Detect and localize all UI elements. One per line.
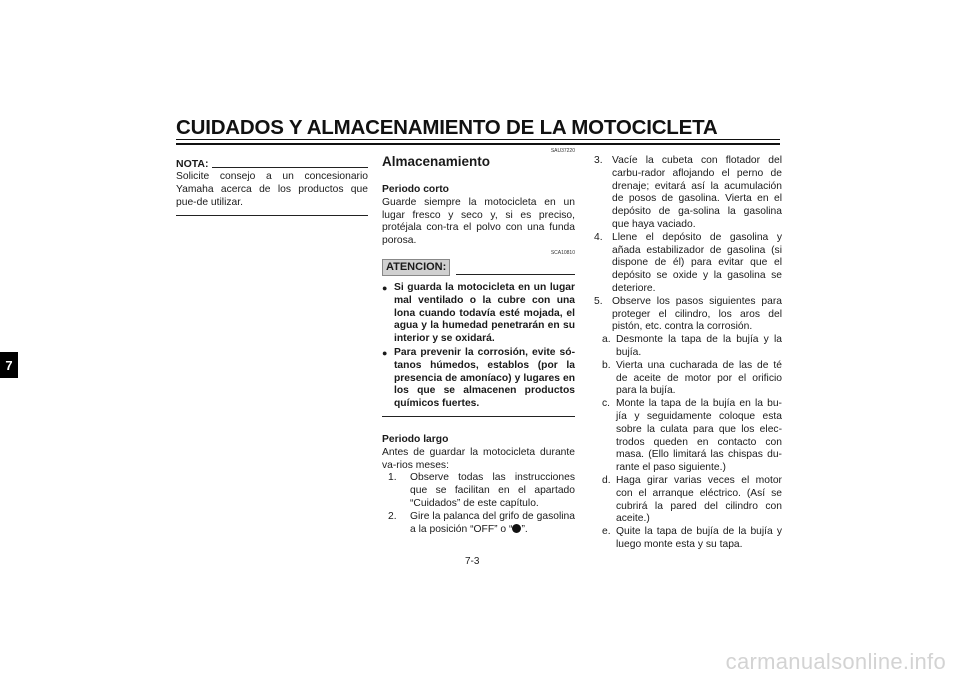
caution-header <box>382 259 575 276</box>
step-item <box>592 155 782 232</box>
step-item <box>382 511 575 537</box>
caution-item-text: Si guarda la motocicleta en un lugar mal ventilado o la cubre con una lona cuando todavía esté mojada, el agua y la humedad penetrarán en su interior y se oxidará. <box>394 281 575 345</box>
step-text: Observe los pasos siguientes para proteger el cilindro, los aros del pistón, etc. contra la corrosión. <box>612 295 782 333</box>
short-period-title: Periodo corto <box>382 184 449 195</box>
substep-item <box>592 526 782 552</box>
column-middle <box>382 148 575 536</box>
step-number: 3. <box>594 155 603 166</box>
substep-letter: a. <box>602 334 611 346</box>
short-period-text: Guarde siempre la motocicleta en un lugar fresco y seco y, si es preciso, protéjala con-tra el polvo con una funda porosa. <box>382 196 575 247</box>
nota-text: Solicite consejo a un concesionario Yamaha acerca de los productos que pue-de utilizar. <box>176 171 368 208</box>
step-text <box>410 511 575 537</box>
caution-badge: ATENCION: <box>382 259 450 276</box>
substep-text: Quite la tapa de bujía de la bujía y luego monte esta y su tapa. <box>616 526 782 550</box>
watermark: carmanualsonline.info <box>725 649 946 674</box>
substep-text: Vierta una cucharada de las de té de aceite de motor por el orificio para la bujía. <box>616 359 782 397</box>
caution-rule <box>456 274 575 275</box>
substep-letter: b. <box>602 359 611 371</box>
nota-label: NOTA: <box>176 158 209 171</box>
step-text: Llene el depósito de gasolina y añada estabilizador de gasolina (si dispone de él) para evitar que el depósito se oxide y la gasolina se deteriore. <box>612 231 782 294</box>
step-text: Observe todas las instrucciones que se facilitan en el apartado “Cuidados” de este capítulo. <box>410 472 575 509</box>
column-right <box>592 155 782 552</box>
column-left <box>176 157 368 216</box>
substep-text: Monte la tapa de la bujía en la bu-jía y seguidamente coloque esta sobre la culata para que los elec-trodos queden en contacto con masa. (Ello limitará las chispas du-rante el paso siguiente.) <box>616 398 782 474</box>
section-title: Almacenamiento <box>382 154 491 169</box>
reference-code: SCA10810 <box>550 249 575 256</box>
bullet-icon: ● <box>382 347 388 358</box>
substep-letter: c. <box>602 398 611 410</box>
substep-item <box>592 398 782 475</box>
caution-list <box>382 282 575 411</box>
title-rule-thick <box>176 143 780 145</box>
substep-item <box>592 360 782 398</box>
caution-item-text: Para prevenir la corrosión, evite só-tanos húmedos, establos (por la presencia de amoníaco) y lugares en los que se almacenen productos químicos fuertes. <box>394 346 575 410</box>
step-number: 2. <box>388 510 397 522</box>
substep-text: Desmonte la tapa de la bujía y la bujía. <box>616 334 782 358</box>
nota-header <box>176 157 368 171</box>
step-number: 4. <box>594 231 603 243</box>
reference-code: SAU37220 <box>550 148 575 154</box>
substep-letter: e. <box>602 526 611 538</box>
substep-item <box>592 475 782 526</box>
step-number: 1. <box>388 472 397 484</box>
chapter-tab: 7 <box>0 352 18 378</box>
long-period-title: Periodo largo <box>382 433 449 445</box>
step-item <box>382 472 575 510</box>
step-text-part: Gire la palanca del grifo de gasolina a la posición “OFF” o “ <box>410 510 575 535</box>
nota-end-rule <box>176 215 368 216</box>
step-item <box>592 232 782 296</box>
step-item <box>592 296 782 334</box>
step-text-part: ”. <box>521 523 528 535</box>
substep-item <box>592 334 782 360</box>
caution-item <box>382 347 575 411</box>
page-number: 7-3 <box>465 556 480 567</box>
long-period-text: Antes de guardar la motocicleta durante va-rios meses: <box>382 446 575 471</box>
bullet-icon: ● <box>382 282 388 293</box>
substep-text: Haga girar varias veces el motor con el arranque eléctrico. (Así se cubrirá la pared del cilindro con aceite.) <box>616 474 782 525</box>
page-title: CUIDADOS Y ALMACENAMIENTO DE LA MOTOCICLETA <box>176 116 718 139</box>
nota-rule <box>212 167 368 168</box>
step-text: Vacíe la cubeta con flotador del carbu-rador aflojando el perno de drenaje; evitará así la acumulación de posos de gasolina. Vierta en el depósito de ga-solina la gasolina que haya vaciado. <box>612 155 782 230</box>
step-number: 5. <box>594 295 603 307</box>
caution-item <box>382 282 575 346</box>
title-rule <box>176 139 780 140</box>
substep-letter: d. <box>602 474 611 486</box>
